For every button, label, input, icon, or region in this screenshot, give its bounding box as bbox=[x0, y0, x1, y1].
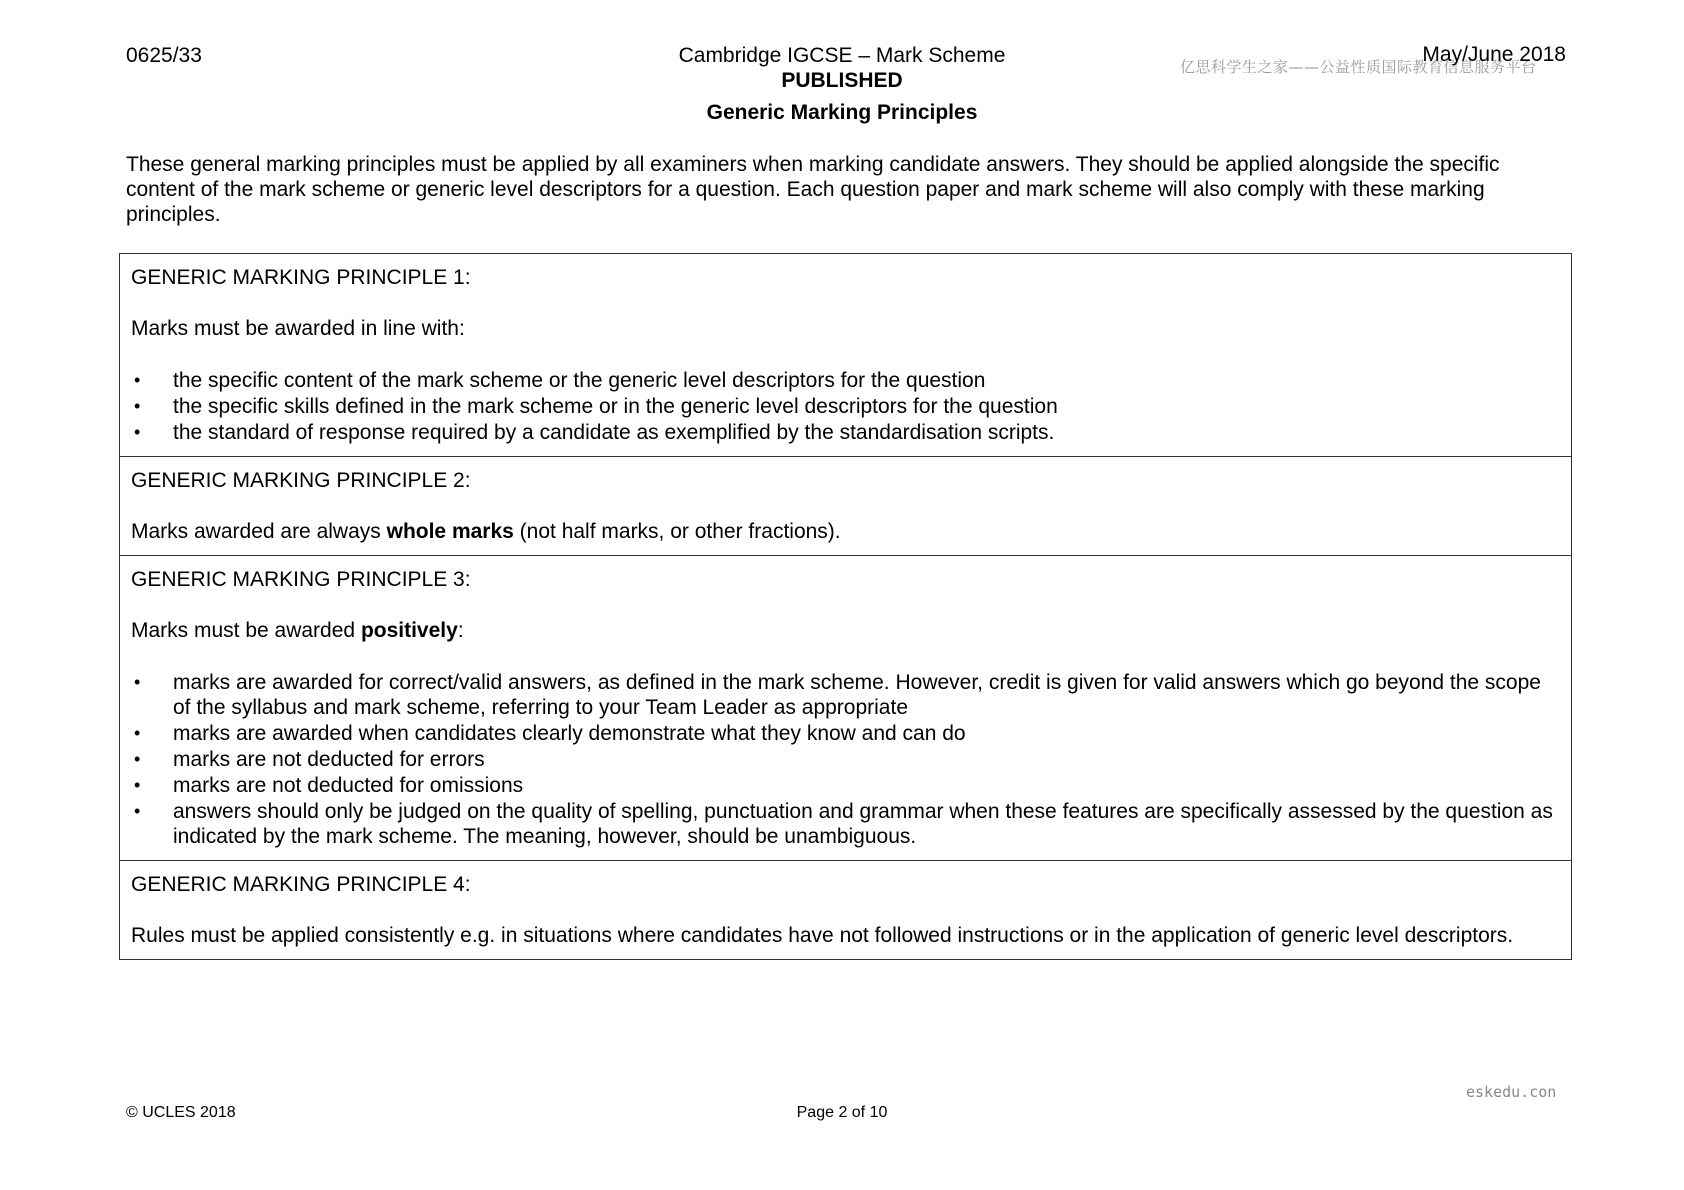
list-item-text: marks are awarded when candidates clearly demonstrate what they know and can do bbox=[173, 722, 966, 745]
bullet-icon: • bbox=[134, 749, 141, 769]
bullet-icon: • bbox=[134, 801, 141, 821]
copyright-notice: © UCLES 2018 bbox=[126, 1104, 236, 1121]
bullet-list bbox=[131, 670, 1561, 849]
bullet-icon: • bbox=[134, 723, 141, 743]
bullet-icon: • bbox=[134, 396, 141, 416]
principle-cell bbox=[120, 556, 1572, 861]
principle-row-2 bbox=[120, 457, 1572, 556]
list-item-text: the specific content of the mark scheme or the generic level descriptors for the question bbox=[173, 369, 986, 392]
header-watermark: 亿思科学生之家——公益性质国际教育信息服务平台 bbox=[1180, 58, 1537, 76]
document-title: Cambridge IGCSE – Mark Scheme bbox=[678, 44, 1006, 67]
principle-row-4 bbox=[120, 861, 1572, 960]
principle-heading: GENERIC MARKING PRINCIPLE 3: bbox=[131, 568, 471, 591]
principle-text-start: Marks awarded are always bbox=[131, 520, 387, 543]
principle-text: Rules must be applied consistently e.g. in situations where candidates have not followed instructions or in the application of generic level descriptors. bbox=[131, 924, 1514, 947]
principle-heading: GENERIC MARKING PRINCIPLE 4: bbox=[131, 873, 471, 896]
list-item bbox=[131, 368, 1561, 393]
principle-cell bbox=[120, 861, 1572, 960]
bullet-icon: • bbox=[134, 775, 141, 795]
principle-text bbox=[131, 618, 1561, 644]
footer-watermark: eskedu.con bbox=[1466, 1083, 1557, 1101]
list-item bbox=[131, 394, 1561, 419]
section-title: Generic Marking Principles bbox=[706, 101, 978, 124]
principle-text-emphasis: positively bbox=[360, 619, 458, 642]
list-item bbox=[131, 420, 1561, 445]
principle-text bbox=[131, 519, 1561, 545]
principle-heading: GENERIC MARKING PRINCIPLE 1: bbox=[131, 266, 471, 289]
exam-session: May/June 2018 bbox=[1422, 43, 1566, 66]
principle-text-end: (not half marks, or other fractions). bbox=[513, 520, 841, 543]
principle-text: Marks must be awarded in line with: bbox=[131, 317, 465, 340]
list-item bbox=[131, 721, 1561, 746]
list-item-text: marks are awarded for correct/valid answers, as defined in the mark scheme. However, credit is given for valid answers which go beyond the scope of the syllabus and mark scheme, referring to your Team Leader as appropriate bbox=[173, 671, 1541, 719]
principle-row-1 bbox=[120, 254, 1572, 457]
principle-cell bbox=[120, 254, 1572, 457]
principle-heading: GENERIC MARKING PRINCIPLE 2: bbox=[131, 469, 471, 492]
list-item bbox=[131, 670, 1561, 720]
list-item-text: answers should only be judged on the quality of spelling, punctuation and grammar when these features are specifically assessed by the question as indicated by the mark scheme. The meaning, however, should be unambiguous. bbox=[173, 800, 1553, 848]
principle-row-3 bbox=[120, 556, 1572, 861]
list-item-text: marks are not deducted for omissions bbox=[173, 774, 524, 797]
bullet-icon: • bbox=[134, 370, 141, 390]
list-item bbox=[131, 747, 1561, 772]
page-number: Page 2 of 10 bbox=[796, 1104, 888, 1121]
bullet-list bbox=[131, 368, 1561, 445]
paper-code: 0625/33 bbox=[126, 44, 202, 67]
bullet-icon: • bbox=[134, 672, 141, 692]
principle-text-end: : bbox=[457, 619, 464, 642]
list-item-text: marks are not deducted for errors bbox=[173, 748, 485, 771]
list-item-text: the specific skills defined in the mark scheme or in the generic level descriptors for the question bbox=[173, 395, 1058, 418]
principles-table bbox=[119, 253, 1572, 960]
bullet-icon: • bbox=[134, 422, 141, 442]
list-item-text: the standard of response required by a candidate as exemplified by the standardisation scripts. bbox=[173, 421, 1055, 444]
principle-text-start: Marks must be awarded bbox=[131, 619, 361, 642]
principle-text-emphasis: whole marks bbox=[386, 520, 514, 543]
principle-cell bbox=[120, 457, 1572, 556]
list-item bbox=[131, 799, 1561, 849]
published-label: PUBLISHED bbox=[781, 69, 903, 92]
intro-paragraph: These general marking principles must be applied by all examiners when marking candidate answers. They should be applied alongside the specific content of the mark scheme or generic level descriptors for a question. Each question paper and mark scheme will also comply with these marking principles. bbox=[126, 153, 1500, 226]
list-item bbox=[131, 773, 1561, 798]
